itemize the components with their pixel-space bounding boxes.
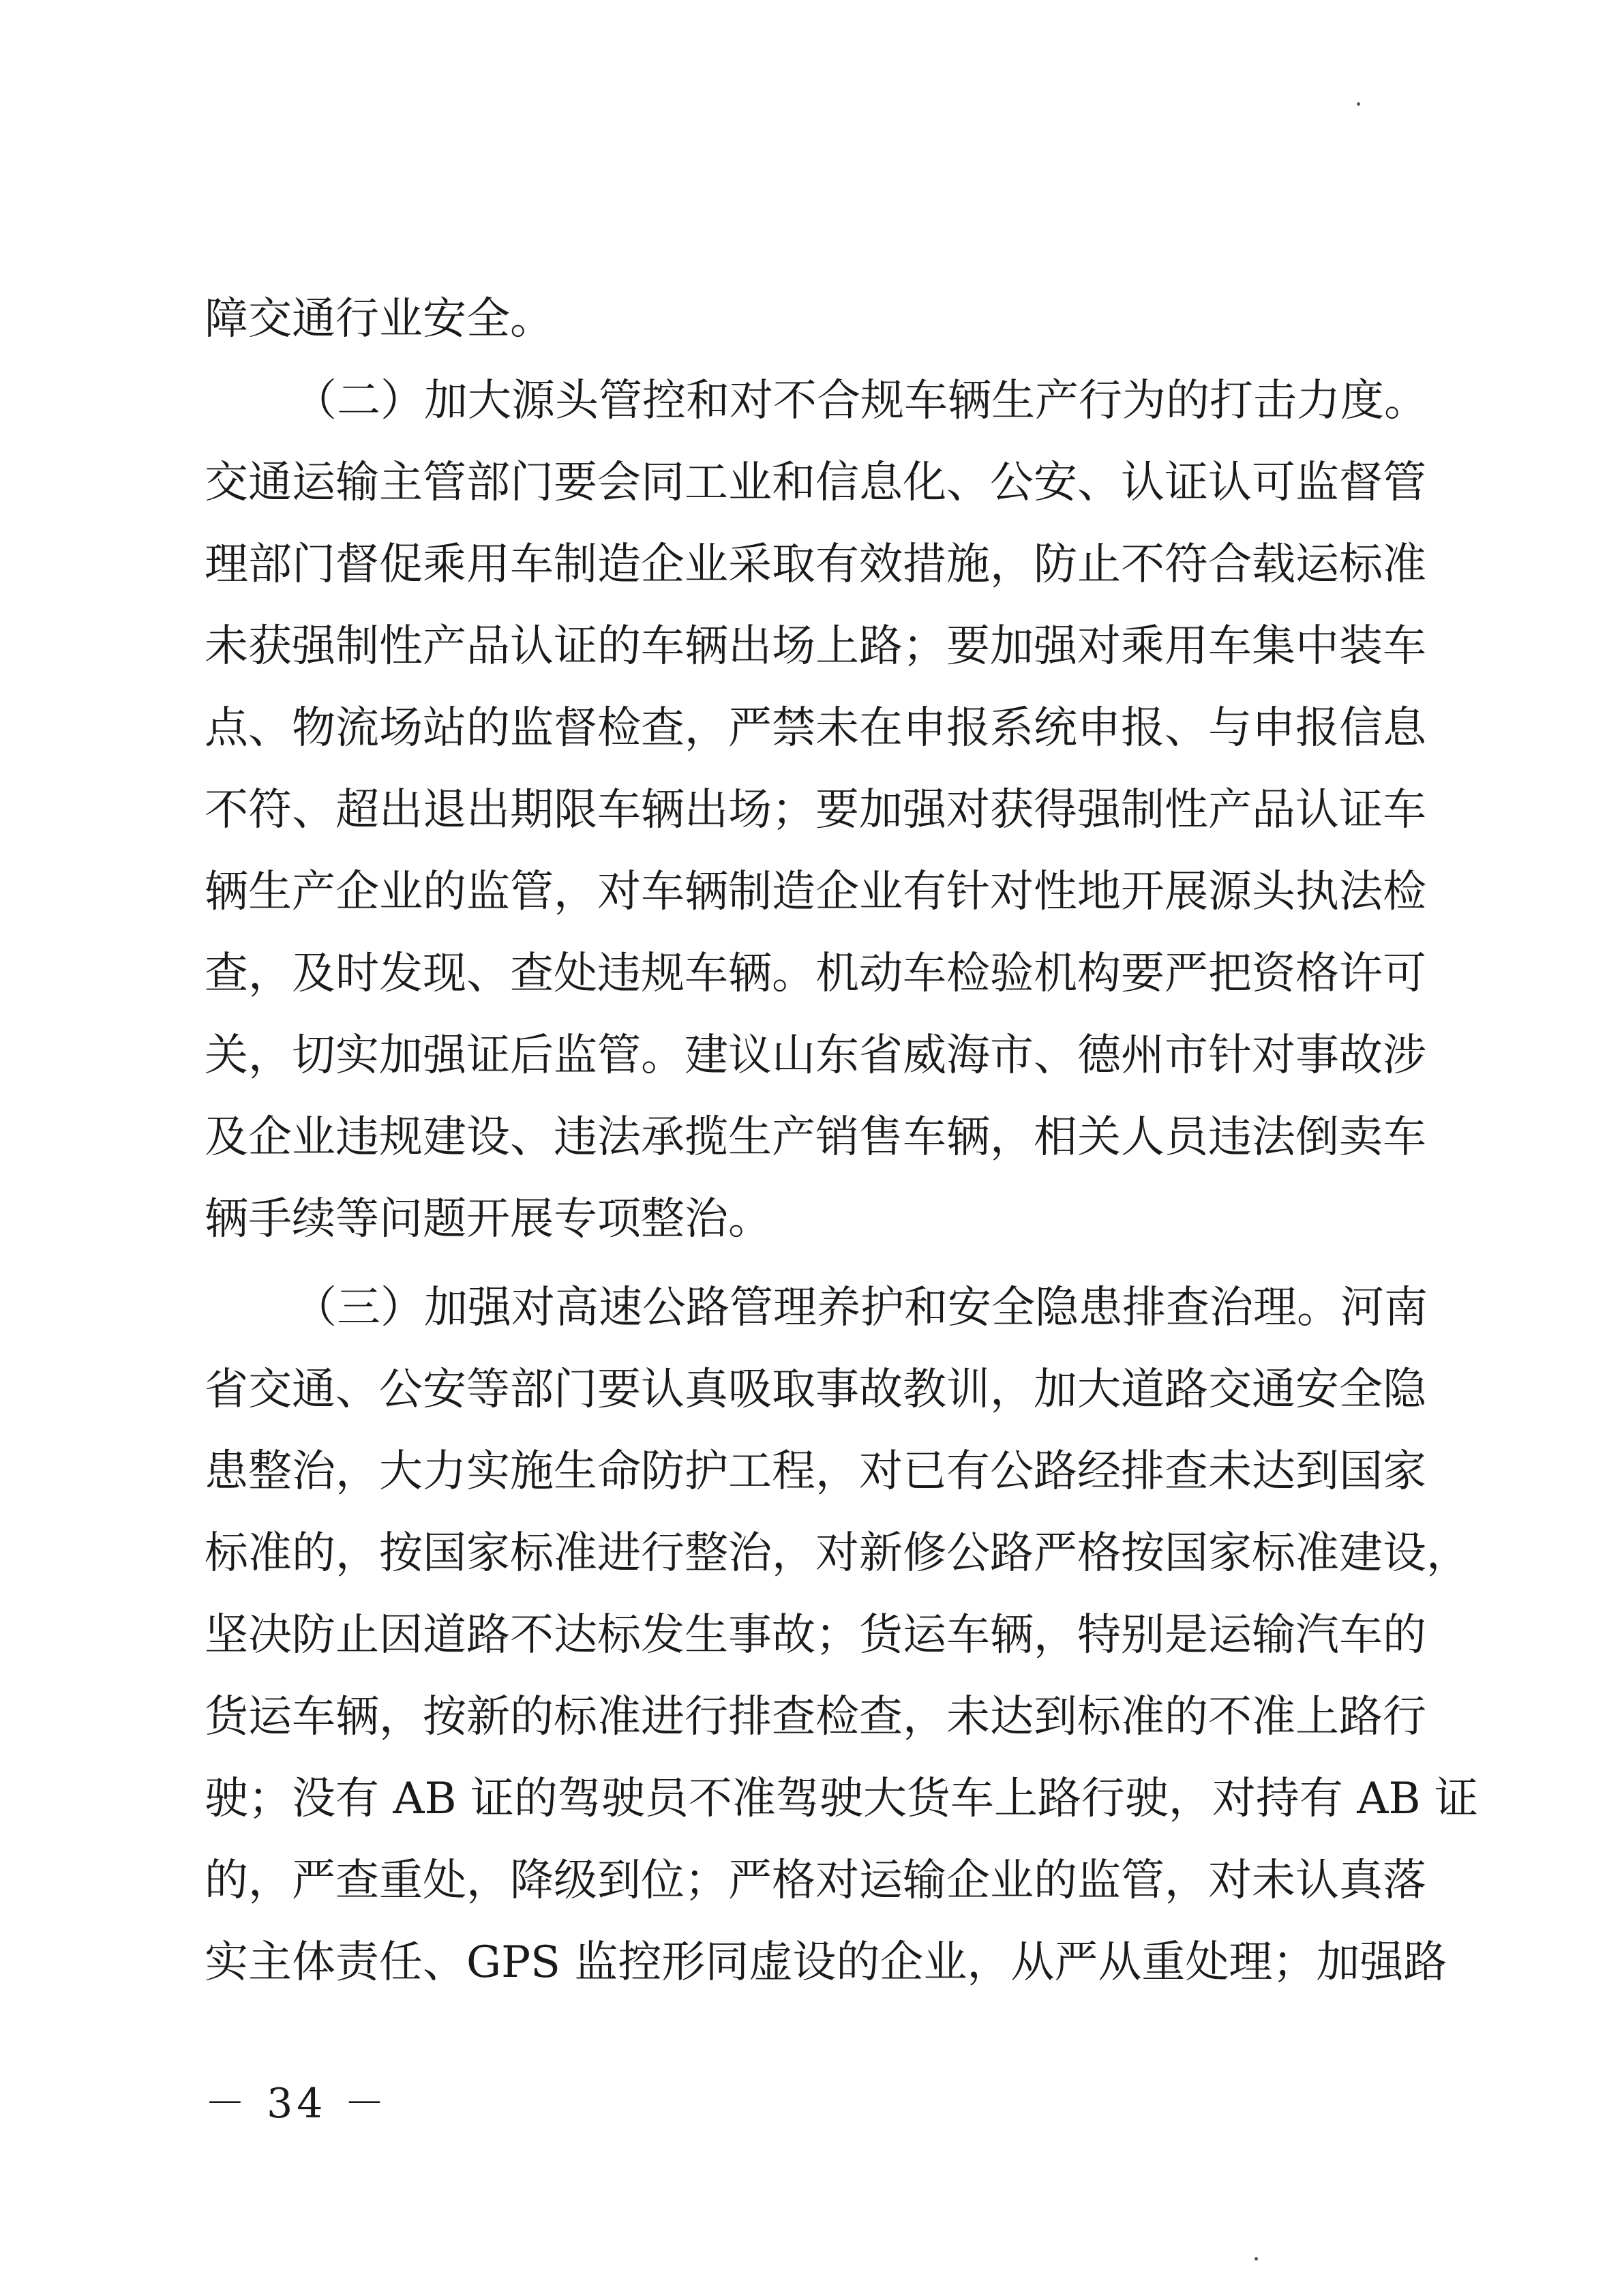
body-line: 未获强制性产品认证的车辆出场上路；要加强对乘用车集中装车 xyxy=(205,621,1426,672)
body-line: 货运车辆，按新的标准进行排查检查，未达到标准的不准上路行 xyxy=(205,1692,1426,1742)
body-line: 交通运输主管部门要会同工业和信息化、公安、认证认可监督管 xyxy=(205,458,1426,508)
body-line: 障交通行业安全。 xyxy=(205,294,554,344)
section-heading-3: （三）加强对高速公路管理养护和安全隐患排查治理。河南 xyxy=(293,1283,1428,1333)
body-line: 及企业违规建设、违法承揽生产销售车辆，相关人员违法倒卖车 xyxy=(205,1112,1426,1163)
body-line: 坚决防止因道路不达标发生事故；货运车辆，特别是运输汽车的 xyxy=(205,1610,1426,1660)
body-line: 的，严查重处，降级到位；严格对运输企业的监管，对未认真落 xyxy=(205,1855,1426,1906)
body-line: 标准的，按国家标准进行整治，对新修公路严格按国家标准建设， xyxy=(205,1528,1470,1579)
scan-speck xyxy=(1357,102,1360,106)
section-heading-2: （二）加大源头管控和对不合规车辆生产行为的打击力度。 xyxy=(293,376,1428,426)
body-line: 省交通、公安等部门要认真吸取事故教训，加大道路交通安全隐 xyxy=(205,1365,1426,1415)
scan-speck xyxy=(1255,2257,1258,2261)
body-line: 关，切实加强证后监管。建议山东省威海市、德州市针对事故涉 xyxy=(205,1030,1426,1081)
body-line: 驶；没有 AB 证的驾驶员不准驾驶大货车上路行驶，对持有 AB 证 xyxy=(205,1774,1478,1824)
body-line: 辆生产企业的监管，对车辆制造企业有针对性地开展源头执法检 xyxy=(205,867,1426,917)
body-line: 点、物流场站的监督检查，严禁未在申报系统申报、与申报信息 xyxy=(205,703,1426,754)
body-line: 辆手续等问题开展专项整治。 xyxy=(205,1194,772,1244)
body-line: 查，及时发现、查处违规车辆。机动车检验机构要严把资格许可 xyxy=(205,949,1426,999)
body-line: 不符、超出退出期限车辆出场；要加强对获得强制性产品认证车 xyxy=(205,785,1426,835)
body-line: 实主体责任、GPS 监控形同虚设的企业，从严从重处理；加强路 xyxy=(205,1937,1447,1988)
body-line: 理部门督促乘用车制造企业采取有效措施，防止不符合载运标准 xyxy=(205,539,1426,590)
page-number: － 34 － xyxy=(205,2080,389,2128)
body-line: 患整治，大力实施生命防护工程，对已有公路经排查未达到国家 xyxy=(205,1446,1426,1497)
